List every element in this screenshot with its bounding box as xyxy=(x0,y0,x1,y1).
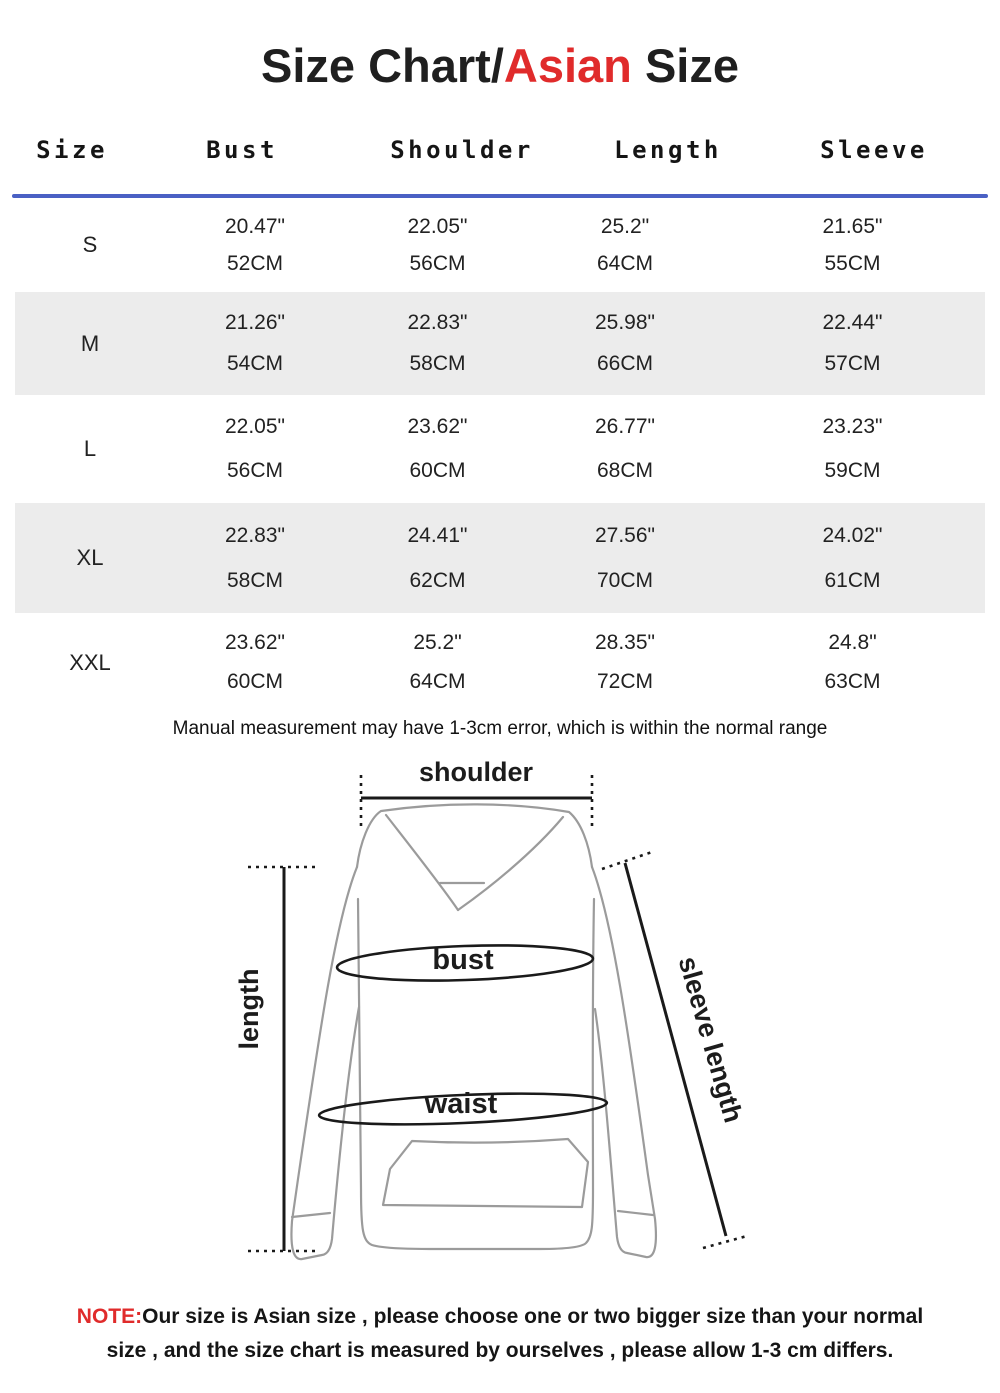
title-text-left: Size Chart/ xyxy=(260,39,504,92)
sleeve-length-label: sleeve length xyxy=(672,953,749,1126)
length-label: length xyxy=(234,968,264,1050)
cm-value: 60CM xyxy=(226,670,284,694)
footer-note-line1 xyxy=(0,1300,1000,1334)
cm-value: 52CM xyxy=(226,251,284,275)
inches-value: 25.2" xyxy=(413,630,462,654)
hoodie-measurement-diagram xyxy=(200,748,780,1280)
column-header-sleeve: Sleeve xyxy=(820,136,928,164)
cm-value: 68CM xyxy=(596,459,654,482)
footer-note-line2: size , and the size chart is measured by ourselves , please allow 1-3 cm differs. xyxy=(106,1339,894,1362)
inches-value: 27.56" xyxy=(594,523,655,547)
length-cell xyxy=(530,395,720,503)
cm-value: 61CM xyxy=(824,568,881,592)
size-cell: XXL xyxy=(69,649,111,675)
inches-value: 22.83" xyxy=(407,310,468,334)
size-cell: M xyxy=(80,330,100,356)
inches-value: 22.83" xyxy=(224,523,285,547)
page-title xyxy=(0,38,1000,93)
shoulder-cell xyxy=(345,198,530,292)
table-row-m xyxy=(15,292,985,395)
inches-value: 25.2" xyxy=(600,214,650,238)
shoulder-label: shoulder xyxy=(418,757,534,787)
sleeve-cell xyxy=(720,395,985,503)
inches-value: 21.26" xyxy=(224,310,285,334)
sleeve-cell xyxy=(720,198,985,292)
hoodie-outline xyxy=(291,804,656,1259)
inches-value: 23.23" xyxy=(822,415,883,438)
title-text-right: Size xyxy=(631,39,739,92)
bust-cell xyxy=(165,198,345,292)
waist-label: waist xyxy=(424,1088,498,1120)
length-cell xyxy=(530,503,720,613)
cm-value: 55CM xyxy=(824,251,881,275)
cm-value: 64CM xyxy=(596,251,654,275)
inches-value: 23.62" xyxy=(224,630,285,654)
inches-value: 24.8" xyxy=(828,630,877,654)
inches-value: 22.44" xyxy=(822,310,883,334)
bust-label: bust xyxy=(432,944,494,976)
length-cell xyxy=(530,613,720,712)
length-cell xyxy=(530,292,720,395)
cm-value: 72CM xyxy=(596,670,654,694)
measurement-tolerance-note: Manual measurement may have 1-3cm error, which is within the normal range xyxy=(172,718,828,739)
cm-value: 64CM xyxy=(409,670,466,694)
inches-value: 21.65" xyxy=(822,214,883,238)
cm-value: 56CM xyxy=(409,251,466,275)
bust-cell xyxy=(165,503,345,613)
shoulder-cell xyxy=(345,613,530,712)
inches-value: 24.41" xyxy=(407,523,468,547)
shoulder-cell xyxy=(345,395,530,503)
inches-value: 28.35" xyxy=(594,630,655,654)
inches-value: 24.02" xyxy=(822,523,883,547)
inches-value: 23.62" xyxy=(407,415,468,438)
cm-value: 54CM xyxy=(226,352,284,376)
cm-value: 66CM xyxy=(596,352,654,376)
cm-value: 56CM xyxy=(226,459,284,482)
column-header-size: Size xyxy=(36,136,108,164)
cm-value: 58CM xyxy=(409,352,466,376)
length-cell xyxy=(530,198,720,292)
table-header-row xyxy=(0,136,1000,168)
cm-value: 70CM xyxy=(596,568,654,592)
cm-value: 58CM xyxy=(226,568,284,592)
shoulder-cell xyxy=(345,503,530,613)
table-row-s xyxy=(15,198,985,292)
bust-cell xyxy=(165,292,345,395)
diagram-labels xyxy=(234,757,749,1126)
size-table xyxy=(15,198,985,712)
column-header-length: Length xyxy=(614,136,722,164)
table-row-xxl xyxy=(15,613,985,712)
size-cell: S xyxy=(82,232,98,257)
size-cell: L xyxy=(83,436,97,461)
cm-value: 62CM xyxy=(409,568,466,592)
size-cell: XL xyxy=(76,545,104,570)
table-row-xl xyxy=(15,503,985,613)
column-header-shoulder: Shoulder xyxy=(390,136,534,164)
cm-value: 59CM xyxy=(824,459,881,482)
inches-value: 22.05" xyxy=(407,214,468,238)
sleeve-cell xyxy=(720,503,985,613)
sleeve-cell xyxy=(720,613,985,712)
title-highlight: Asian xyxy=(503,39,632,92)
inches-value: 25.98" xyxy=(594,310,655,334)
note-label: NOTE: xyxy=(76,1305,143,1328)
bust-cell xyxy=(165,613,345,712)
bust-cell xyxy=(165,395,345,503)
cm-value: 63CM xyxy=(824,670,881,694)
footer-note xyxy=(0,1300,1000,1368)
inches-value: 26.77" xyxy=(594,415,655,438)
shoulder-cell xyxy=(345,292,530,395)
footer-note-text1: Our size is Asian size , please choose one or two bigger size than your normal xyxy=(142,1305,924,1328)
sleeve-cell xyxy=(720,292,985,395)
column-header-bust: Bust xyxy=(206,136,278,164)
inches-value: 22.05" xyxy=(224,415,285,438)
inches-value: 20.47" xyxy=(224,214,285,238)
cm-value: 60CM xyxy=(409,459,466,482)
cm-value: 57CM xyxy=(824,352,881,376)
table-row-l xyxy=(15,395,985,503)
